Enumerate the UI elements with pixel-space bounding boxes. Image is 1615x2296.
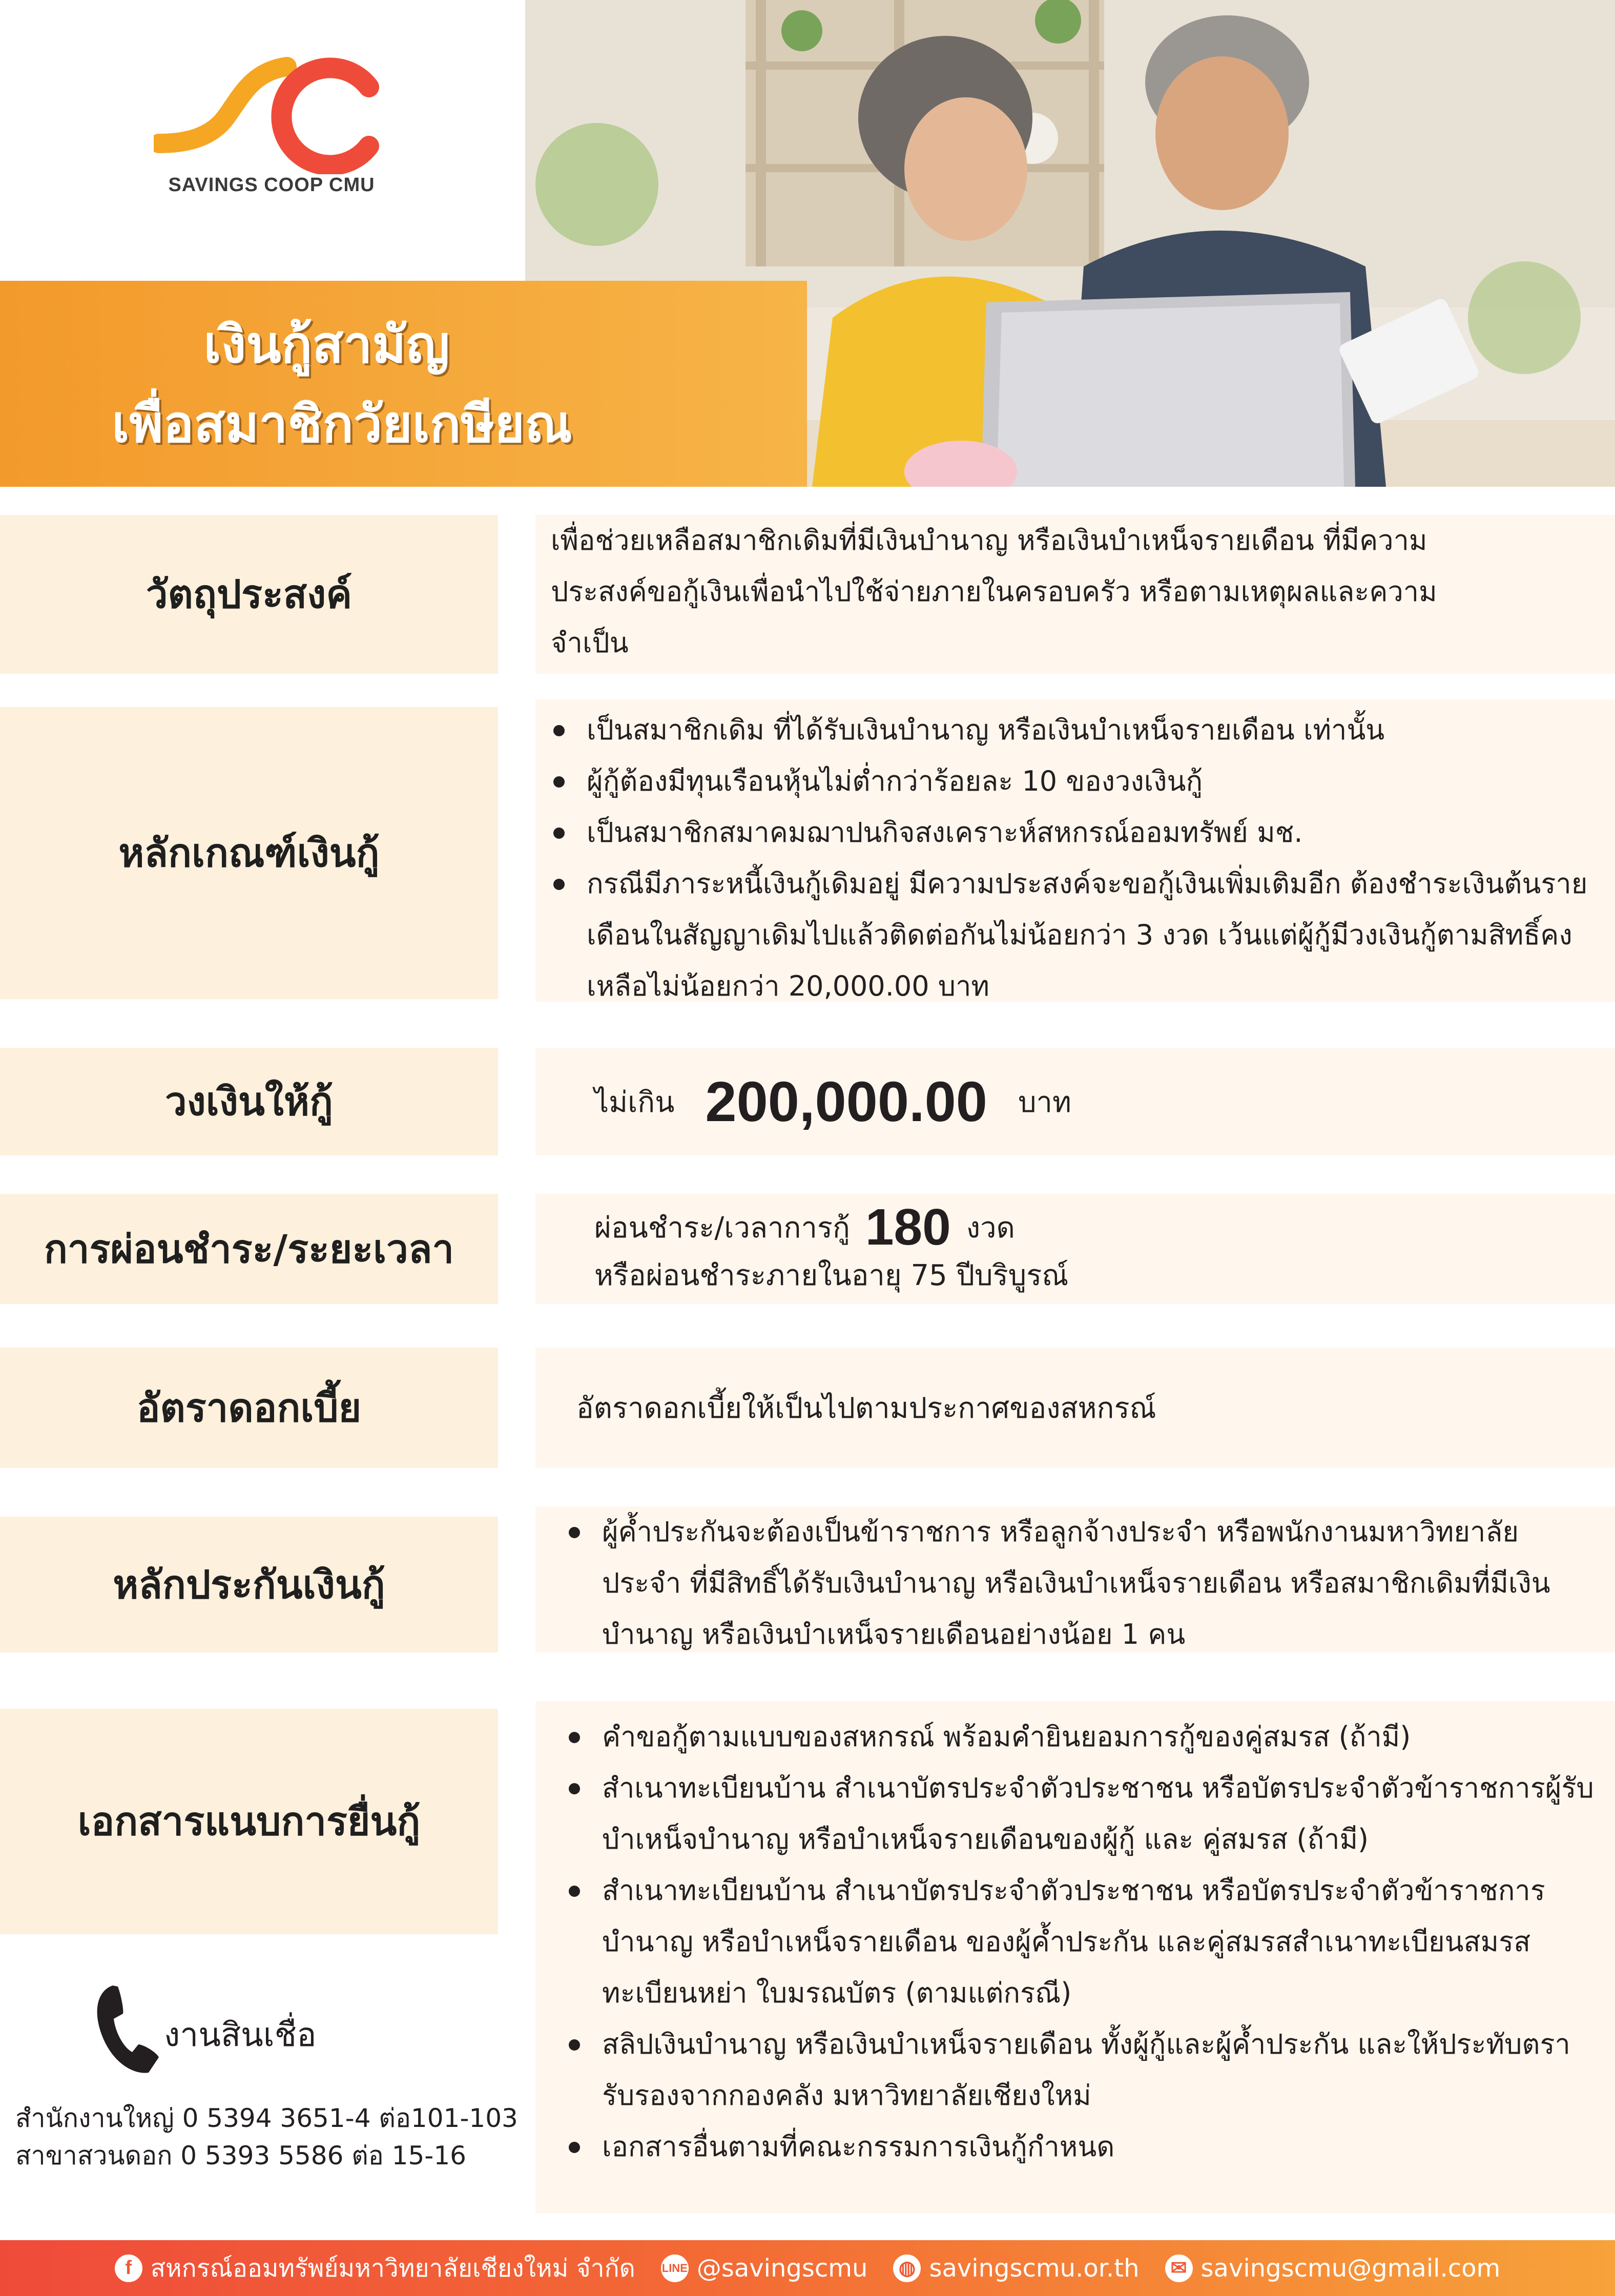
globe-icon: ◍ xyxy=(893,2254,921,2282)
repayment-installments: 180 xyxy=(865,1198,951,1256)
footer-email[interactable] xyxy=(1165,2254,1501,2283)
limit-amount: 200,000.00 xyxy=(705,1070,987,1133)
criteria-list xyxy=(546,705,1595,1012)
contact-hq-phone[interactable]: สำนักงานใหญ่ 0 5394 3651-4 ต่อ101-103 xyxy=(15,2103,518,2133)
title-banner xyxy=(0,281,807,487)
criteria-content xyxy=(535,699,1615,1002)
documents-item: คำขอกู้ตามแบบของสหกรณ์ พร้อมคำยินยอมการกู้ของคู่สมรส (ถ้ามี) xyxy=(561,1711,1600,1763)
documents-item: สำเนาทะเบียนบ้าน สำเนาบัตรประจำตัวประชาชน หรือบัตรประจำตัวข้าราชการบำนาญ หรือบำเหน็จรายเดือน ของผู้ค้ำประกัน และคู่สมรสสำเนาทะเบียนสมรส ทะเบียนหย่า ใบมรณบัตร (ตามแต่กรณี) xyxy=(561,1865,1600,2019)
contact-branch-phone[interactable]: สาขาสวนดอก 0 5393 5586 ต่อ 15-16 xyxy=(15,2141,466,2170)
interest-text: อัตราดอกเบี้ยให้เป็นไปตามประกาศของสหกรณ์ xyxy=(576,1392,1156,1425)
purpose-label: วัตถุประสงค์ xyxy=(146,571,353,617)
purpose-line-3: จำเป็น xyxy=(551,627,629,659)
email-icon: ✉ xyxy=(1165,2254,1193,2282)
documents-item: สำเนาทะเบียนบ้าน สำเนาบัตรประจำตัวประชาชน หรือบัตรประจำตัวข้าราชการผู้รับบำเหน็จบำนาญ หรือบำเหน็จรายเดือนของผู้กู้ และ คู่สมรส (ถ้ามี) xyxy=(561,1763,1600,1865)
criteria-label: หลักเกณฑ์เงินกู้ xyxy=(118,830,380,876)
repayment-unit: งวด xyxy=(966,1211,1015,1245)
phone-icon xyxy=(92,1980,169,2078)
purpose-line-1: เพื่อช่วยเหลือสมาชิกเดิมที่มีเงินบำนาญ หรือเงินบำเหน็จรายเดือน ที่มีความ xyxy=(551,524,1427,556)
footer-line[interactable] xyxy=(661,2254,868,2283)
facebook-icon: f xyxy=(115,2254,142,2282)
documents-item: เอกสารอื่นตามที่คณะกรรมการเงินกู้กำหนด xyxy=(561,2121,1600,2173)
contact-title: งานสินเชื่อ xyxy=(164,2016,317,2054)
footer xyxy=(0,2240,1615,2296)
criteria-item: ผู้กู้ต้องมีทุนเรือนหุ้นไม่ต่ำกว่าร้อยละ 10 ของวงเงินกู้ xyxy=(546,756,1595,807)
interest-content xyxy=(535,1348,1615,1468)
guarantee-list xyxy=(561,1506,1589,1660)
criteria-label-box xyxy=(0,707,498,999)
logo-area xyxy=(0,0,525,281)
purpose-content xyxy=(535,515,1615,674)
coop-logo-icon xyxy=(154,56,389,174)
guarantee-label-box xyxy=(0,1517,498,1652)
criteria-item: กรณีมีภาระหนี้เงินกู้เดิมอยู่ มีความประสงค์จะขอกู้เงินเพิ่มเติมอีก ต้องชำระเงินต้นรายเดือนในสัญญาเดิมไปแล้วติดต่อกันไม่น้อยกว่า 3 งวด เว้นแต่ผู้กู้มีวงเงินกู้ตามสิทธิ์คงเหลือไม่น้อยกว่า 20,000.00 บาท xyxy=(546,858,1595,1012)
guarantee-label: หลักประกันเงินกู้ xyxy=(113,1561,385,1607)
title-line-1: เงินกู้สามัญ xyxy=(203,315,450,375)
footer-line-text: @savingscmu xyxy=(696,2253,868,2283)
line-icon: LINE xyxy=(661,2254,689,2282)
criteria-item: เป็นสมาชิกสมาคมฌาปนกิจสงเคราะห์สหกรณ์ออมทรัพย์ มช. xyxy=(546,807,1595,858)
repayment-label: การผ่อนชำระ/ระยะเวลา xyxy=(44,1226,454,1272)
documents-label-box xyxy=(0,1709,498,1934)
criteria-item: เป็นสมาชิกเดิม ที่ได้รับเงินบำนาญ หรือเงินบำเหน็จรายเดือน เท่านั้น xyxy=(546,705,1595,756)
limit-prefix: ไม่เกิน xyxy=(594,1085,675,1119)
limit-content xyxy=(535,1048,1615,1155)
footer-facebook-text: สหกรณ์ออมทรัพย์มหาวิทยาลัยเชียงใหม่ จำกัด xyxy=(150,2253,635,2283)
documents-list xyxy=(561,1711,1600,2173)
documents-content xyxy=(535,1701,1615,2214)
limit-label-box xyxy=(0,1048,498,1155)
repayment-line-2: หรือผ่อนชำระภายในอายุ 75 ปีบริบูรณ์ xyxy=(594,1259,1069,1292)
repayment-prefix: ผ่อนชำระ/เวลาการกู้ xyxy=(594,1211,850,1245)
limit-label: วงเงินให้กู้ xyxy=(164,1079,334,1124)
documents-item: สลิปเงินบำนาญ หรือเงินบำเหน็จรายเดือน ทั้งผู้กู้และผู้ค้ำประกัน และให้ประทับตรารับรองจากกองคลัง มหาวิทยาลัยเชียงใหม่ xyxy=(561,2019,1600,2121)
purpose-label-box xyxy=(0,515,498,674)
footer-facebook[interactable] xyxy=(115,2249,635,2288)
interest-label: อัตราดอกเบี้ย xyxy=(136,1384,362,1431)
footer-email-text: savingscmu@gmail.com xyxy=(1200,2253,1501,2283)
repayment-content xyxy=(535,1194,1615,1304)
footer-website[interactable] xyxy=(893,2254,1139,2283)
repayment-label-box xyxy=(0,1194,498,1304)
limit-unit: บาท xyxy=(1018,1085,1071,1119)
documents-label: เอกสารแนบการยื่นกู้ xyxy=(77,1798,421,1844)
guarantee-content xyxy=(535,1506,1615,1652)
logo-text: SAVINGS COOP CMU xyxy=(168,174,375,196)
title-line-2: เพื่อสมาชิกวัยเกษียณ xyxy=(112,394,572,454)
purpose-line-2: ประสงค์ขอกู้เงินเพื่อนำไปใช้จ่ายภายในครอบครัว หรือตามเหตุผลและความ xyxy=(551,575,1437,608)
footer-website-text: savingscmu.or.th xyxy=(929,2253,1140,2283)
interest-label-box xyxy=(0,1348,498,1468)
guarantee-item: ผู้ค้ำประกันจะต้องเป็นข้าราชการ หรือลูกจ้างประจำ หรือพนักงานมหาวิทยาลัยประจำ ที่มีสิทธิ์ได้รับเงินบำนาญ หรือเงินบำเหน็จรายเดือน หรือสมาชิกเดิมที่มีเงินบำนาญ หรือเงินบำเหน็จรายเดือนอย่างน้อย 1 คน xyxy=(561,1506,1589,1660)
